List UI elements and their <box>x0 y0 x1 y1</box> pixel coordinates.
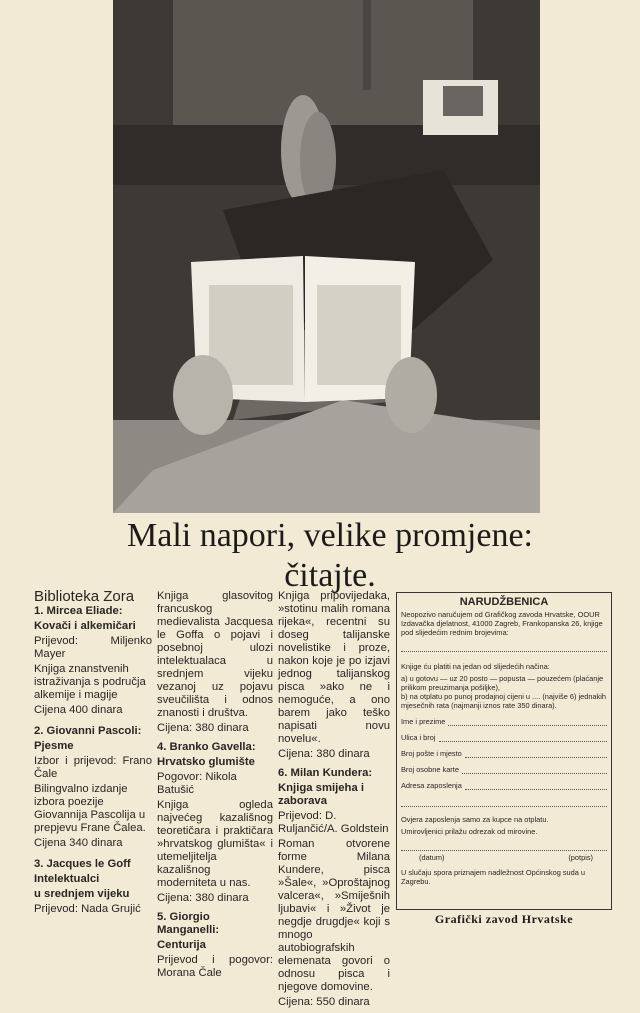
payment-option-a: a) u gotovu — uz 20 posto — popusta — pouzećem (plaćanje prilikom preuzimanja pošiljke), <box>401 674 604 692</box>
book-3-price: Cijena: 380 dinara <box>157 722 249 734</box>
book-1-title: 1. Mircea Eliade: <box>34 605 123 617</box>
book-4-price: Cijena: 380 dinara <box>157 892 249 904</box>
employer-label: Adresa zaposlenja <box>401 781 462 790</box>
employer-field[interactable] <box>401 781 607 790</box>
street-field[interactable] <box>401 733 607 742</box>
court-note: U slučaju spora priznajem nadležnost Općinskog suda u Zagrebu. <box>401 868 586 886</box>
book-4-title: 4. Branko Gavella: <box>157 741 256 753</box>
book-2-subtitle: Pjesme <box>34 740 74 752</box>
book-6-subtitle: Knjiga smijeha i zaborava <box>278 782 365 807</box>
book-2-desc: Bilingvalno izdanje izbora poezije Giovannija Pascolija u prepjevu Frane Čalea. <box>34 783 146 834</box>
book-3-credit: Prijevod: Nada Grujić <box>34 903 141 915</box>
reader-photo <box>113 0 540 513</box>
book-3-title: 3. Jacques le Goff <box>34 858 131 870</box>
id-card-field[interactable] <box>401 765 607 774</box>
post-field[interactable] <box>401 749 607 758</box>
date-label: (datum) <box>419 853 445 862</box>
headline-line-1: Mali napori, velike promjene: <box>127 517 533 554</box>
date-signature-line[interactable] <box>401 840 607 851</box>
book-6-title: 6. Milan Kundera: <box>278 767 373 779</box>
book-5-price: Cijena: 380 dinara <box>278 748 370 760</box>
book-5-credit: Prijevod i pogovor: Morana Čale <box>157 954 273 979</box>
signature-label: (potpis) <box>568 853 593 862</box>
column-1 <box>34 590 152 918</box>
book-3-subtitle-1: Intelektualci <box>34 873 100 885</box>
book-1-subtitle: Kovači i alkemičari <box>34 620 136 632</box>
employer-extra-line[interactable] <box>401 796 607 807</box>
book-5-title: 5. Giorgio Manganelli: <box>157 911 220 936</box>
payment-option-b: b) na otplatu po punoj prodajnoj cijeni u .... (najviše 6) jednakih mjesečnih rata (najmanji iznos rate 350 dinara). <box>401 692 607 710</box>
order-form-intro: Neopozivo naručujem od Grafičkog zavoda Hrvatske, OOUR Izdavačka djelatnost, 41000 Zagreb, Frankopanska 26, knjige pod slijedećim rednim brojevima: <box>401 610 603 637</box>
book-1-price: Cijena 400 dinara <box>34 704 123 716</box>
book-2-credit: Izbor i prijevod: Frano Čale <box>34 755 152 780</box>
book-4-desc: Knjiga ogleda najvećeg kazališnog teoretičara i praktičara »hrvatskog glumišta« i utemeljitelja kazališnog modernitetа u nas. <box>157 799 273 889</box>
book-4-subtitle: Hrvatsko glumište <box>157 756 255 768</box>
date-signature-labels <box>401 853 607 862</box>
name-field[interactable] <box>401 717 607 726</box>
book-6-desc: Roman otvorene forme Milana Kundere, pisca »Šale«, »Oproštajnog valcera«, »Smiješnih ljubavi« i »Život je negdje drugdje« koji s mnogo autobiografskih elemenata govori o odnosu pisca i njegove domovine. <box>278 838 390 993</box>
book-5-desc: Knjiga pripovijedaka, »stotinu malih romana rijeka«, recentni su doseg talijanske novelistike i proze, nakon koje je po izjavi jednog talijanskog pisca »ako ne i nemoguće, a ono barem jako teško napisati novu novelu«. <box>278 590 390 745</box>
book-3-desc: Knjiga glasovitog francuskog medievalista Jacquesa le Goffa o pojavi i posebnoj ulozi intelektualaca u srednjem vijeku vezanoj uz pojavu sveučilišta i odnos znanosti i društva. <box>157 590 273 719</box>
book-6-credit: Prijevod: D. Ruljančić/A. Goldstein <box>278 810 389 835</box>
pension-note: Umirovljenici prilažu odrezak od mirovine. <box>401 827 538 836</box>
post-label: Broj pošte i mjesto <box>401 749 462 758</box>
headline-line-2: čitajte. <box>284 557 376 594</box>
certify-note: Ovjera zaposlenja samo za kupce na otplatu. <box>401 815 549 824</box>
book-6-price: Cijena: 550 dinara <box>278 996 370 1008</box>
street-label: Ulica i broj <box>401 733 436 742</box>
publisher-name: Grafički zavod Hrvatske <box>434 912 574 926</box>
book-4-credit: Pogovor: Nikola Batušić <box>157 771 237 796</box>
book-5-subtitle: Centurija <box>157 939 206 951</box>
book-1-credit: Prijevod: Miljenko Mayer <box>34 635 152 660</box>
book-3-subtitle-2: u srednjem vijeku <box>34 888 130 900</box>
order-form <box>396 592 612 910</box>
order-form-title: NARUDŽBENICA <box>459 596 549 608</box>
series-title: Biblioteka Zora <box>34 588 135 605</box>
book-numbers-field[interactable] <box>401 641 607 652</box>
id-card-label: Broj osobne karte <box>401 765 459 774</box>
payment-intro: Knjige ću platiti na jedan od slijedećih načina: <box>401 662 550 671</box>
column-2 <box>157 590 273 982</box>
book-2-title: 2. Giovanni Pascoli: <box>34 725 142 737</box>
name-label: Ime i prezime <box>401 717 446 726</box>
book-2-price: Cijena 340 dinara <box>34 837 123 849</box>
book-1-desc: Knjiga znanstvenih istraživanja s područja alkemije i magije <box>34 663 146 701</box>
column-3 <box>278 590 390 1013</box>
